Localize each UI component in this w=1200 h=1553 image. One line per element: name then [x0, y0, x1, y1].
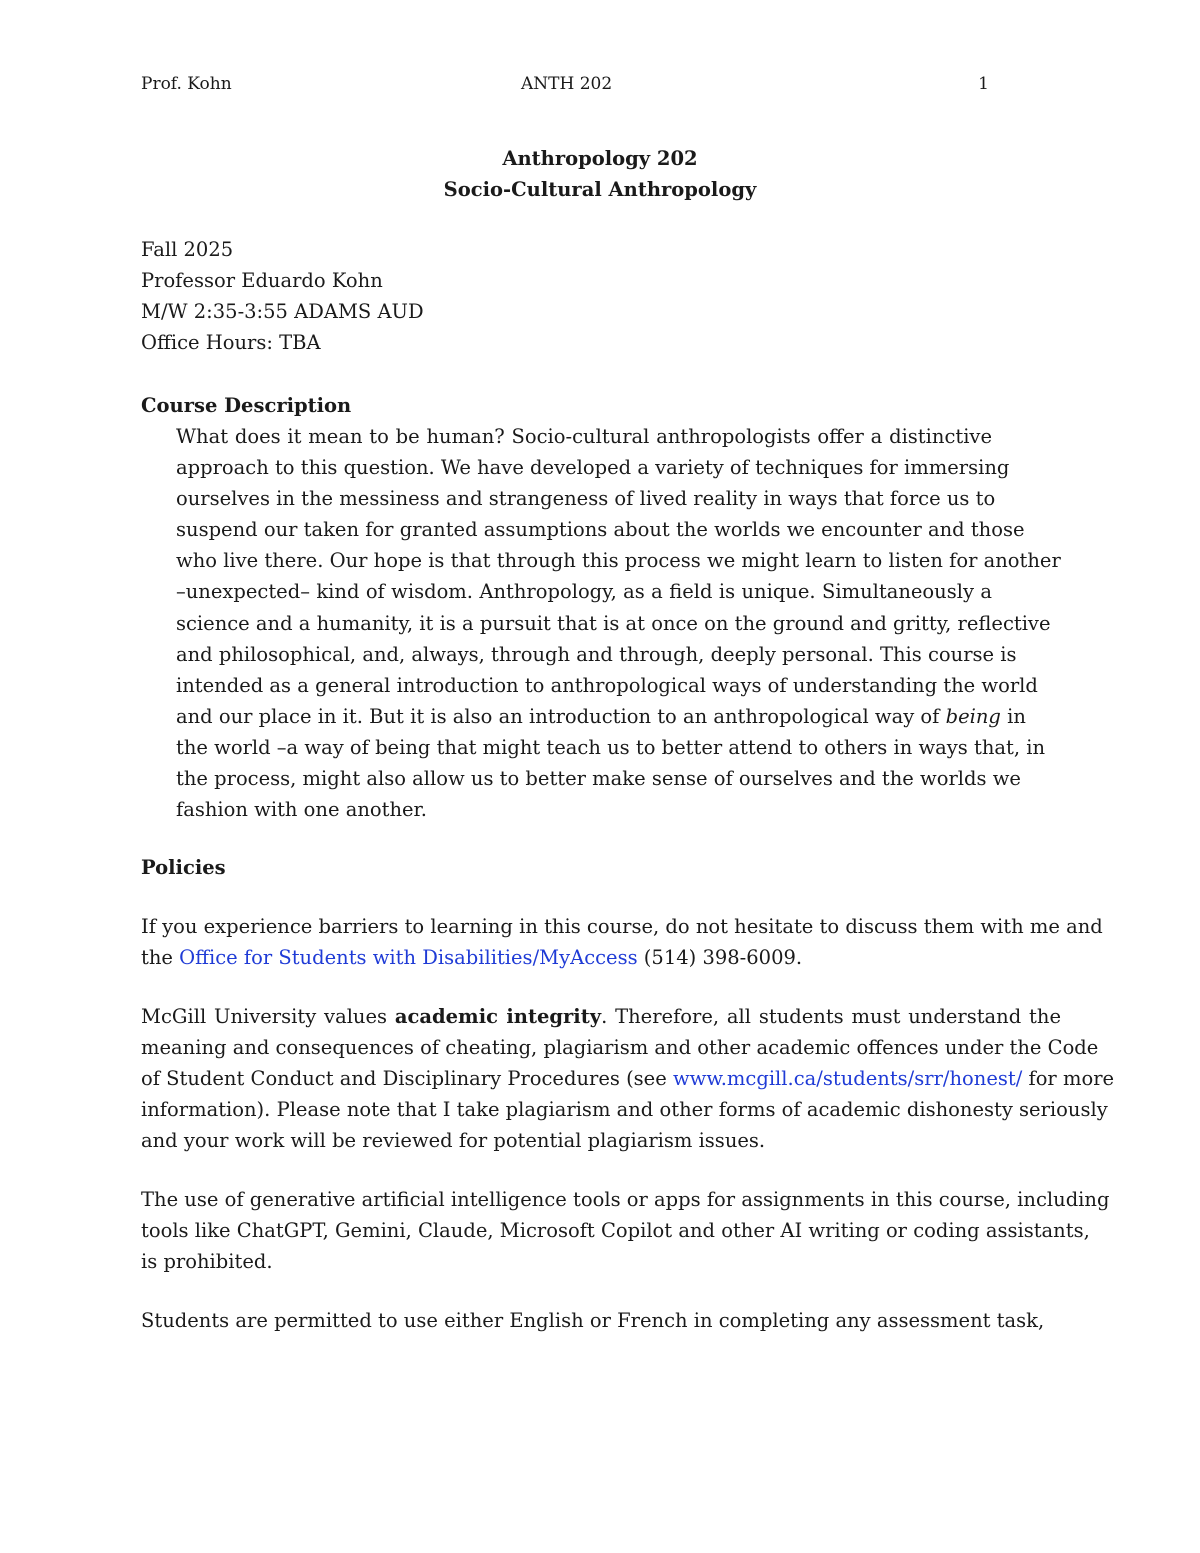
paragraph-text: . Therefore, all students must understand the [601, 1005, 1061, 1028]
header-course-code: ANTH 202 [521, 74, 613, 94]
paragraph-line [141, 1063, 1115, 1094]
paragraph-line: information). Please note that I take plagiarism and other forms of academic dishonesty seriously [141, 1098, 1108, 1121]
course-description-body [176, 421, 1061, 825]
paragraph-text: for more [1022, 1067, 1115, 1090]
honesty-policy-link[interactable]: www.mcgill.ca/students/srr/honest/ [672, 1067, 1023, 1090]
paragraph-line: meaning and consequences of cheating, plagiarism and other academic offences under the Code [141, 1036, 1099, 1059]
policies-heading: Policies [141, 856, 226, 879]
description-line: approach to this question. We have developed a variety of techniques for immersing [176, 456, 1010, 480]
page-header [141, 72, 989, 96]
header-page-number: 1 [978, 74, 989, 94]
paragraph-text: (514) 398-6009. [637, 946, 803, 969]
description-line: science and a humanity, it is a pursuit that is at once on the ground and gritty, reflective [176, 611, 1051, 635]
description-line-with-emphasis [176, 701, 1026, 732]
description-line: the process, might also allow us to better make sense of ourselves and the worlds we [176, 767, 1021, 791]
description-line: who live there. Our hope is that through this process we might learn to listen for another [176, 549, 1061, 573]
paragraph-text: of Student Conduct and Disciplinary Procedures (see [141, 1067, 673, 1090]
paragraph-line: The use of generative artificial intelligence tools or apps for assignments in this course, including [141, 1188, 1110, 1211]
course-subtitle: Socio-Cultural Anthropology [443, 178, 757, 201]
paragraph-line [141, 1001, 1061, 1032]
document-title [0, 143, 1200, 205]
description-line: and philosophical, and, always, through and through, deeply personal. This course is [176, 642, 1017, 666]
course-professor: Professor Eduardo Kohn [141, 269, 383, 292]
paragraph-line: and your work will be reviewed for potential plagiarism issues. [141, 1129, 766, 1152]
description-line: intended as a general introduction to anthropological ways of understanding the world [176, 673, 1038, 697]
description-line: the world –a way of being that might teach us to better attend to others in ways that, in [176, 735, 1046, 759]
description-line: suspend our taken for granted assumptions about the worlds we encounter and those [176, 518, 1025, 542]
description-line: fashion with one another. [176, 798, 427, 822]
academic-integrity-emphasis: academic integrity [394, 1005, 602, 1028]
course-title: Anthropology 202 [502, 147, 698, 170]
language-policy-paragraph [141, 1305, 1061, 1336]
disabilities-office-link[interactable]: Office for Students with Disabilities/MyAccess [179, 946, 638, 969]
ai-policy-paragraph [141, 1184, 1110, 1277]
emphasis-being: being [945, 704, 1001, 728]
course-term: Fall 2025 [141, 238, 234, 261]
paragraph-line [141, 942, 1061, 973]
description-line: –unexpected– kind of wisdom. Anthropology, as a field is unique. Simultaneously a [176, 580, 992, 604]
description-line: ourselves in the messiness and strangeness of lived reality in ways that force us to [176, 487, 996, 511]
course-schedule: M/W 2:35-3:55 ADAMS AUD [141, 300, 424, 323]
paragraph-text: the [141, 946, 180, 969]
paragraph-text: McGill University values [141, 1005, 395, 1028]
course-description-heading: Course Description [141, 394, 352, 417]
paragraph-line: tools like ChatGPT, Gemini, Claude, Microsoft Copilot and other AI writing or coding assistants, [141, 1219, 1090, 1242]
academic-integrity-paragraph [141, 1001, 1115, 1156]
header-author: Prof. Kohn [141, 74, 232, 94]
description-line: What does it mean to be human? Socio-cultural anthropologists offer a distinctive [176, 425, 992, 448]
course-info [141, 234, 424, 358]
paragraph-line: If you experience barriers to learning in this course, do not hesitate to discuss them with me and [141, 915, 1103, 938]
course-office-hours: Office Hours: TBA [141, 331, 321, 354]
accessibility-paragraph [141, 911, 1103, 973]
paragraph-line: Students are permitted to use either English or French in completing any assessment task, [141, 1309, 1045, 1332]
paragraph-line: is prohibited. [141, 1250, 273, 1273]
description-text: and our place in it. But it is also an introduction to an anthropological way of [176, 704, 946, 728]
description-text: in [1000, 704, 1026, 728]
